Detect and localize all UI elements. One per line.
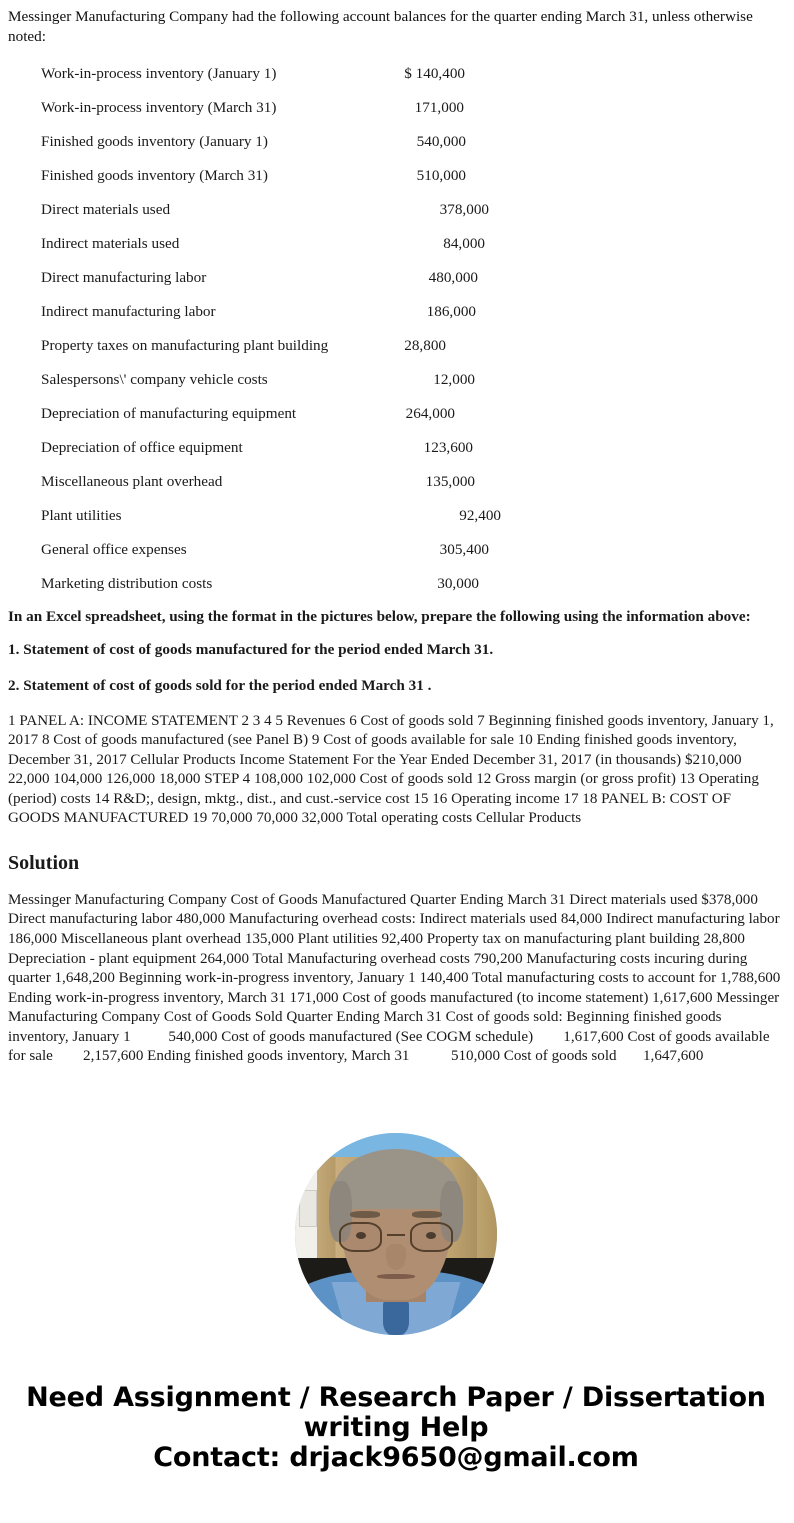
solution-body: Messinger Manufacturing Company Cost of Goods Manufactured Quarter Ending March 31 Direct materials used $378,000 Direct manufacturing labor 480,000 Manufacturing overhead costs: Indirect materials used 84,000 Indirect manufacturing labor 186,000 Miscellaneous plant overhead 135,000 Plant utilities 92,400 Property tax on manufacturing plant building 28,800 Depreciation - plant equipment 264,000 Total Manufacturing overhead costs 790,200 Manufacturing costs incuring during quarter 1,648,200 Beginning work-in-progress inventory, January 1 140,400 Total manufacturing costs to account for 1,788,600 Ending work-in-progress inventory, March 31 171,000 Cost of goods manufactured (to income statement) 1,617,600 Messinger Manufacturing Company Cost of Goods Sold Quarter Ending March 31 Cost of goods sold: Beginning finished goods inventory, January 1 540,000 Cost of goods manufactured (See COGM schedule) 1,617,600 Cost of goods available for sale 2,157,600 Ending finished goods inventory, March 31 510,000 Cost of goods sold 1,647,600: [8, 891, 785, 1065]
balance-label: Indirect materials used: [41, 234, 180, 252]
intro-paragraph: Messinger Manufacturing Company had the following account balances for the quarter ending March 31, unless otherwise noted:: [8, 8, 753, 45]
balance-label: Direct materials used: [41, 200, 171, 218]
balance-value: 480,000: [428, 268, 478, 286]
balance-label: General office expenses: [41, 540, 187, 558]
avatar-eyebrow-left: [350, 1211, 380, 1217]
balance-label: Depreciation of office equipment: [41, 438, 243, 456]
balance-value: 305,400: [439, 540, 489, 558]
footer-promo: [8, 1383, 784, 1498]
balance-value: 186,000: [426, 302, 476, 320]
instruction-lead: In an Excel spreadsheet, using the format in the pictures below, prepare the following using the information above:: [8, 607, 751, 625]
balance-value: $ 140,400: [404, 64, 465, 82]
balance-value: 84,000: [443, 234, 485, 252]
balance-label: Property taxes on manufacturing plant building: [41, 336, 329, 354]
balance-label: Salespersons\' company vehicle costs: [41, 370, 268, 388]
solution-heading: Solution: [8, 851, 80, 874]
balance-label: Plant utilities: [41, 506, 122, 524]
avatar: [295, 1133, 497, 1335]
balance-label: Miscellaneous plant overhead: [41, 472, 223, 490]
avatar-eyebrow-right: [412, 1211, 442, 1217]
balance-value: 540,000: [416, 132, 466, 150]
instruction-item-1: 1. Statement of cost of goods manufactured for the period ended March 31.: [8, 641, 494, 659]
glasses-bridge-icon: [387, 1234, 405, 1236]
balance-row: [8, 329, 784, 363]
balance-row: [8, 159, 784, 193]
balance-row: [8, 295, 784, 329]
balance-row: [8, 431, 784, 465]
balance-row: [8, 227, 784, 261]
balance-label: Work-in-process inventory (March 31): [41, 98, 277, 116]
balance-value: 264,000: [405, 404, 455, 422]
footer-line-1: Need Assignment / Research Paper / Dissertation: [26, 1381, 766, 1413]
balance-value: 12,000: [433, 370, 475, 388]
balance-value: 510,000: [416, 166, 466, 184]
balance-row: [8, 567, 784, 601]
balance-label: Work-in-process inventory (January 1): [41, 64, 277, 82]
balance-value: 92,400: [459, 506, 501, 524]
balance-value: 123,600: [423, 438, 473, 456]
glasses-lens-left-icon: [339, 1222, 381, 1252]
balance-row: [8, 397, 784, 431]
avatar-nose: [386, 1244, 406, 1270]
balance-row: [8, 363, 784, 397]
balance-row: [8, 193, 784, 227]
balance-row: [8, 125, 784, 159]
footer-line-2: writing Help: [303, 1411, 489, 1443]
instruction-item-2: 2. Statement of cost of goods sold for the period ended March 31 .: [8, 677, 432, 694]
balance-label: Indirect manufacturing labor: [41, 302, 216, 320]
glasses-lens-right-icon: [410, 1222, 452, 1252]
avatar-container: [8, 1133, 784, 1335]
balance-label: Marketing distribution costs: [41, 574, 213, 592]
footer-line-3: Contact: drjack9650@gmail.com: [153, 1442, 639, 1474]
balance-value: 30,000: [437, 574, 479, 592]
balance-row: [8, 91, 784, 125]
panel-runon-paragraph: 1 PANEL A: INCOME STATEMENT 2 3 4 5 Revenues 6 Cost of goods sold 7 Beginning finished goods inventory, January 1, 2017 8 Cost of goods manufactured (see Panel B) 9 Cost of goods available for sale 10 Ending finished goods inventory, December 31, 2017 Cellular Products Income Statement For the Year Ended December 31, 2017 (in thousands) $210,000 22,000 104,000 126,000 18,000 STEP 4 108,000 102,000 Cost of goods sold 12 Gross margin (or gross profit) 13 Operating (period) costs 14 R&D;, design, mktg., dist., and cust.-service cost 15 16 Operating income 17 18 PANEL B: COST OF GOODS MANUFACTURED 19 70,000 70,000 32,000 Total operating costs Cellular Products: [8, 712, 774, 827]
balance-value: 135,000: [425, 472, 475, 490]
balance-row: [8, 261, 784, 295]
balance-value: 28,800: [404, 336, 446, 354]
balance-label: Finished goods inventory (March 31): [41, 166, 268, 184]
balance-value: 378,000: [439, 200, 489, 218]
balance-label: Depreciation of manufacturing equipment: [41, 404, 297, 422]
balance-row: [8, 465, 784, 499]
balance-label: Finished goods inventory (January 1): [41, 132, 268, 150]
balance-row: [8, 533, 784, 567]
balance-label: Direct manufacturing labor: [41, 268, 207, 286]
account-balances-list: [8, 57, 784, 601]
balance-row: [8, 499, 784, 533]
balance-value: 171,000: [414, 98, 464, 116]
balance-row: [8, 57, 784, 91]
